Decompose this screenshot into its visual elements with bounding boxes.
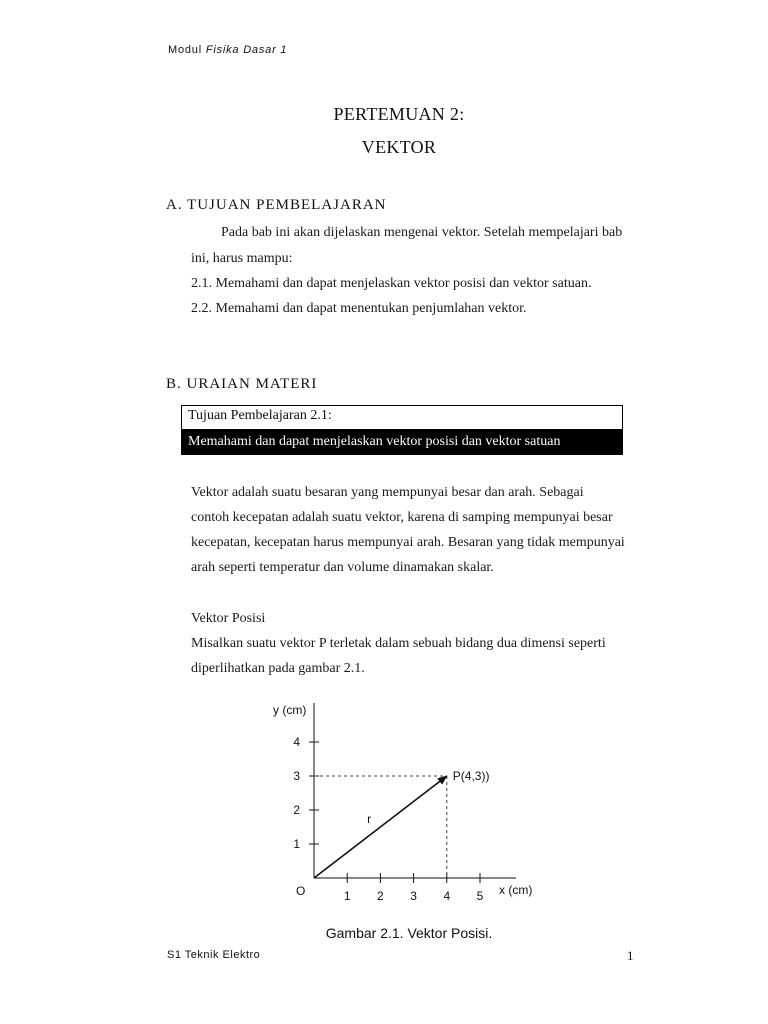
paragraph-line: arah seperti temperatur dan volume dinamakan skalar. xyxy=(191,560,494,575)
footer-program: S1 Teknik Elektro xyxy=(167,949,261,961)
y-tick-label: 2 xyxy=(293,803,300,817)
section-a-heading: A. TUJUAN PEMBELAJARAN xyxy=(166,197,387,213)
section-a-intro-line2: ini, harus mampu: xyxy=(191,251,293,266)
x-tick-label: 3 xyxy=(410,889,417,903)
paragraph-line: diperlihatkan pada gambar 2.1. xyxy=(191,661,365,676)
paragraph-line: Vektor adalah suatu besaran yang mempunyai besar dan arah. Sebagai xyxy=(191,485,584,500)
header-prefix: Modul xyxy=(168,44,202,56)
paragraph-line: kecepatan, kecepatan harus mempunyai arah. Besaran yang tidak mempunyai xyxy=(191,535,625,550)
y-tick-label: 3 xyxy=(293,769,300,783)
x-tick-label: 1 xyxy=(343,889,351,903)
vector-label: r xyxy=(367,811,372,826)
page-number: 1 xyxy=(627,948,634,963)
chapter-subtitle: VEKTOR xyxy=(361,137,437,157)
box-highlight-bar: Memahami dan dapat menjelaskan vektor posisi dan vektor satuan xyxy=(182,429,622,454)
y-tick-label: 1 xyxy=(293,837,300,851)
y-tick-label: 4 xyxy=(293,735,300,749)
section-b-heading: B. URAIAN MATERI xyxy=(166,376,318,392)
point-label: P(4,3)) xyxy=(452,769,490,783)
box-label: Tujuan Pembelajaran 2.1: xyxy=(188,408,332,423)
x-tick-label: 2 xyxy=(377,889,384,903)
section-a-intro-line1: Pada bab ini akan dijelaskan mengenai vektor. Setelah mempelajari bab xyxy=(221,225,623,240)
subheading-vektor-posisi: Vektor Posisi xyxy=(191,611,266,626)
x-axis-label: x (cm) xyxy=(499,883,533,897)
y-axis-label: y (cm) xyxy=(273,703,307,717)
objective-item-2: 2.2. Memahami dan dapat menentukan penjumlahan vektor. xyxy=(191,301,527,316)
header-italic: Fisika Dasar 1 xyxy=(205,44,288,56)
x-tick-label: 4 xyxy=(443,889,451,903)
x-tick-label: 5 xyxy=(476,889,484,903)
position-vector-arrow xyxy=(314,776,447,878)
chapter-title: PERTEMUAN 2: xyxy=(333,104,465,124)
figure-caption: Gambar 2.1. Vektor Posisi. xyxy=(325,925,493,941)
objective-item-1: 2.1. Memahami dan dapat menjelaskan vektor posisi dan vektor satuan. xyxy=(191,276,592,291)
paragraph-line: Misalkan suatu vektor P terletak dalam sebuah bidang dua dimensi seperti xyxy=(191,636,606,651)
paragraph-line: contoh kecepatan adalah suatu vektor, karena di samping mempunyai besar xyxy=(191,510,613,525)
origin-label: O xyxy=(296,884,306,898)
